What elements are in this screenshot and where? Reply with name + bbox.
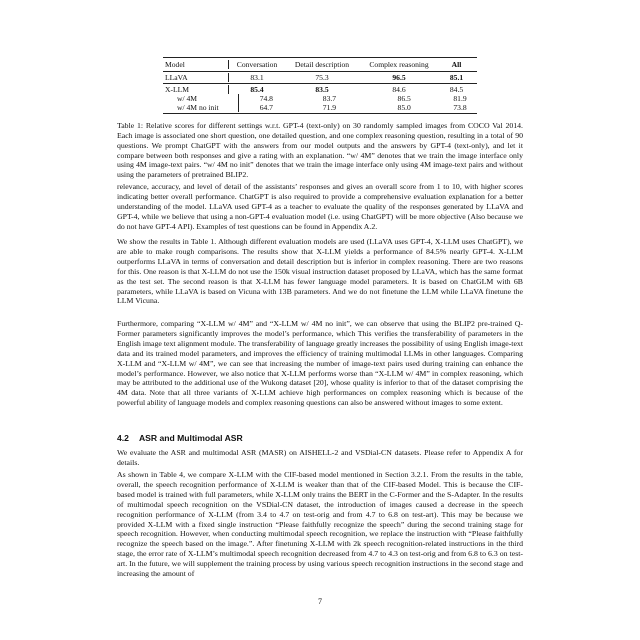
table-cell: 74.8 [259,94,273,103]
header-complex: Complex reasoning [369,60,429,69]
table-cell: 84.6 [392,85,406,94]
table-cell: 81.9 [453,94,467,103]
header-model: Model [163,60,229,69]
row-label: X-LLM [163,85,229,94]
table-xllm-group [163,84,477,113]
table-row-4m-no-init [163,103,477,112]
section-number: 4.2 [117,433,129,443]
table-cell: 86.5 [397,94,411,103]
row-label: LLaVA [163,73,229,82]
table-cell: 73.8 [453,103,467,112]
page-number: 7 [318,597,322,606]
row-label: w/ 4M no init [163,103,239,112]
table-cell: 85.1 [449,73,464,82]
table-row-llava [163,72,477,84]
table-caption: Table 1: Relative scores for different settings w.r.t. GPT-4 (text-only) on 30 randomly sampled images from COCO Val 2014. Each image is associated one short question, one detailed question, and one complex reasoning question, resulting in a total of 90 questions. We prompt ChatGPT with the answers from our model outputs and the answers by GPT-4 (text-only), and let it compare between both responses and give a rating with an explanation. “w/ 4M” denotes that we train the image interface only using 4M image-text pairs. “w/ 4M no init” denotes that we train the image interface only using 4M image-text pairs and without using the parameters of pretrained BLIP2. [117,120,523,180]
table-cell: 64.7 [259,103,273,112]
paragraph: As shown in Table 4, we compare X-LLM with the CIF-based model mentioned in Section 3.2.1. From the results in the table, overall, the speech recognition performance of X-LLM is weaker than that of the CIF-based Model. This is because the CIF-based model is trained with full parameters, while X-LLM only trains the BERT in the C-Former and the S-Adapter. In the results of multimodal speech recognition on the VSDial-CN dataset, the introduction of images caused a decrease in the speech recognition performance of X-LLM (from 3.4 to 4.7 on test-orig and from 4.7 to 6.8 on test-art). This may be because we provided X-LLM with a fixed single instruction “Please faithfully recognize the speech” during the second training stage for speech recognition. However, when conducting multimodal speech recognition, we replace the instruction with “Please faithfully recognize the speech based on the image.”. After finetuning X-LLM with 2k speech recognition-related instructions in the third stage, the error rate of X-LLM’s multimodal speech recognition decreased from 4.7 to 4.3 on test-orig and from 6.8 to 6.3 on test-art. In the future, we will supplement the training process by using various speech recognition instructions in the second stage and increasing the amount of [117,470,523,579]
paragraph: We evaluate the ASR and multimodal ASR (MASR) on AISHELL-2 and VSDial-CN datasets. Please refer to Appendix A for details. [117,448,523,467]
results-table [163,57,477,114]
table-cell: 83.7 [322,94,337,103]
header-detail: Detail description [294,60,350,69]
table-cell: 83.1 [250,73,264,82]
paragraph: Furthermore, comparing “X-LLM w/ 4M” and “X-LLM w/ 4M no init”, we can observe that using the BLIP2 pre-trained Q-Former parameters significantly improves the model’s performance, which This verifies the transferability of parameters in the English image text alignment module. The transferability of language greatly increases the possibility of using English image-text data and its trained model parameters, and improves the efficiency of training multimodal LLMs in other languages. Comparing X-LLM and “X-LLM w/ 4M”, we can see that increasing the number of image-text pairs used during training can enhance the model’s performance. However, we also notice that X-LLM performs worse than “X-LLM w/ 4M” in complex reasoning, which may be attributed to the additional use of the Wukong dataset [20], whose quality is inferior to that of the dataset comprising the 4M data. Note that all three variants of X-LLM achieve high performances on complex reasoning which is because of the powerful ability of language models and complex reasoning questions can also be answered without images to some extent. [117,319,523,408]
row-label: w/ 4M [163,94,239,103]
table-cell: 96.5 [392,73,406,82]
section-title: ASR and Multimodal ASR [138,433,243,443]
paragraph: We show the results in Table 1. Although different evaluation models are used (LLaVA uses GPT-4, X-LLM uses ChatGPT), we are able to make rough comparisons. The results show that X-LLM yields a performance of 84.5% nearly GPT-4. X-LLM outperforms LLaVA in terms of conversation and detail description but is inferior in complex reasoning. There are two reasons for this. One reason is that X-LLM do not use the 150k visual instruction dataset proposed by LLaVA, which has the same format as the test set. The second reason is that X-LLM has fewer language model parameters. It is based on ChatGLM with 6B parameters, while LLaVA is based on Vicuna with 13B parameters. And we do not finetune the LLM while LLaVA finetune the LLM Vicuna. [117,237,523,306]
table-row-4m [163,94,477,103]
header-conversation: Conversation [236,60,278,69]
header-all: All [451,60,462,69]
paragraph: relevance, accuracy, and level of detail of the assistants’ responses and gives an overall score from 1 to 10, with higher scores indicating better overall performance. ChatGPT is also required to provide a comprehensive evaluation explanation for a better understanding of the model. LLaVA used GPT-4 as a teacher to evaluate the quality of the responses generated by LLaVA and GPT-4, while we believe that using a non-GPT-4 evaluation model (i.e. using ChatGPT) will be more objective (Also because we do not have GPT-4 API). Examples of test questions can be found in Appendix A.2. [117,182,523,231]
table-header-row [163,58,477,72]
table-row-xllm [163,85,477,94]
table-cell: 85.4 [250,85,264,94]
table-cell: 85.0 [397,103,411,112]
section-heading [117,433,243,443]
table-cell: 83.5 [315,85,329,94]
table-cell: 71.9 [322,103,337,112]
table-cell: 75.3 [315,73,329,82]
table-cell: 84.5 [449,85,464,94]
